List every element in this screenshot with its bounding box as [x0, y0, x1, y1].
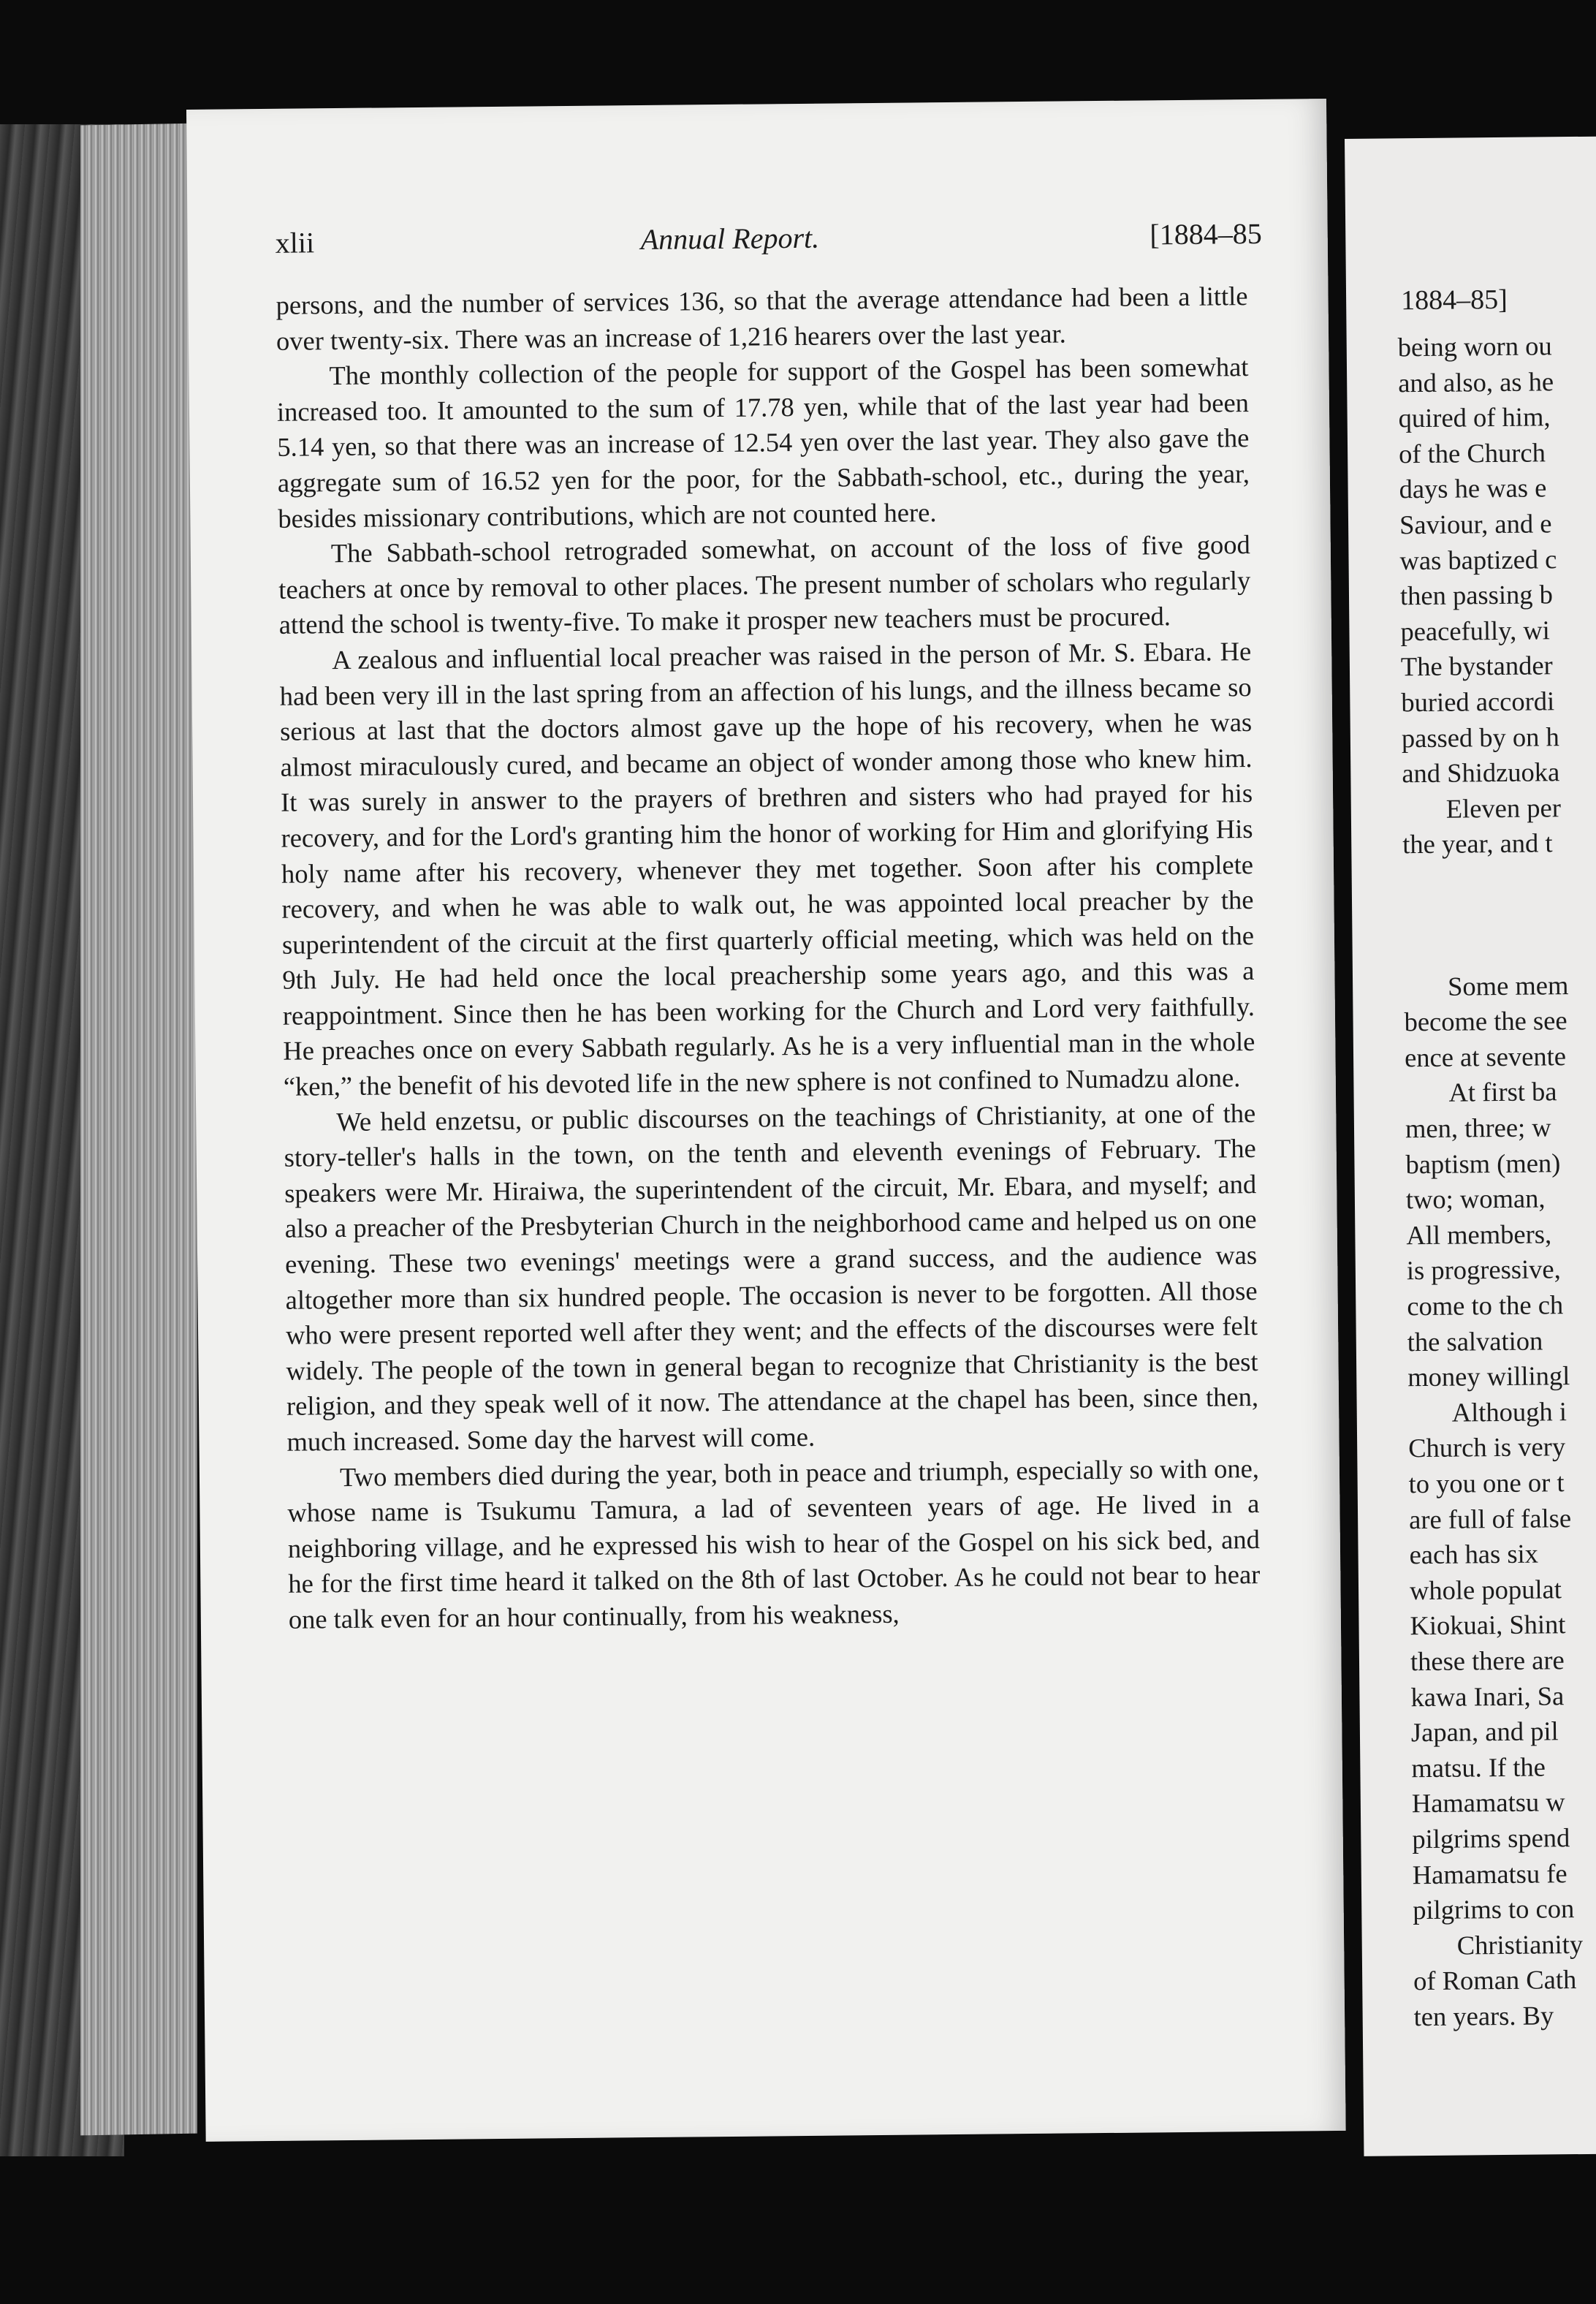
text-line: become the see — [1404, 1005, 1568, 1037]
page-number: xlii — [275, 226, 315, 259]
text-line: come to the ch — [1407, 1289, 1564, 1322]
text-line: and Shidzuoka — [1402, 757, 1560, 789]
paragraph: The Sabbath-school retrograded somewhat, on account of the loss of five good teachers at once by removal to other places. The present number of scholars who regularly attend the school is twenty-five. To make it prosper new teachers must be procured. — [278, 529, 1251, 640]
text-line: being worn ou — [1397, 330, 1552, 363]
paragraph: Two members died during the year, both in peace and triumph, especially so with one, whose name is Tsukumu Tamura, a lad of seventeen years of age. He lived in a neighboring village, and he expressed his wish to hear of the Gospel on his sick bed, and he for the first time heard it talked on the 8th of last October. As he could not bear to hear one talk even for an hour continually, from his weakness, — [287, 1452, 1261, 1634]
text-line: the year, and t — [1402, 827, 1553, 860]
right-page-header: 1884–85] — [1400, 284, 1508, 317]
section-gap — [1403, 858, 1596, 969]
text-line: quired of him, — [1398, 401, 1551, 433]
text-line: is progressive, — [1406, 1254, 1561, 1286]
paragraph: persons, and the number of services 136, so that the average attendance had been a little over twenty-six. There was an increase of 1,216 hearers over the last year. — [276, 281, 1248, 356]
text-line: Some mem — [1447, 969, 1569, 1001]
text-line: men, three; w — [1405, 1112, 1551, 1144]
text-line: pilgrims spend — [1412, 1822, 1570, 1854]
text-line: then passing b — [1399, 579, 1554, 611]
text-line: the salvation — [1407, 1325, 1543, 1357]
running-title: Annual Report. — [640, 221, 820, 257]
right-page — [1345, 137, 1596, 2156]
text-line: are full of false — [1408, 1502, 1572, 1534]
body-text — [276, 278, 1261, 1637]
text-line: peacefully, wi — [1400, 615, 1551, 647]
text-line: Japan, and pil — [1410, 1716, 1559, 1748]
text-line: Eleven per — [1445, 792, 1562, 824]
text-line: pilgrims to con — [1413, 1893, 1575, 1925]
text-line: Although i — [1451, 1395, 1568, 1428]
text-line: two; woman, — [1405, 1183, 1546, 1215]
page-stack-edge — [80, 124, 197, 2136]
left-page — [186, 99, 1346, 2142]
header-year: [1884–85 — [1150, 216, 1262, 251]
paragraph: The monthly collection of the people for support of the Gospel has been somewhat increased too. It amounted to the sum of 17.78 yen, while that of the last year had been 5.14 yen, so that there was an increase of 12.54 yen over the last year. They also gave the aggregate sum of 16.52 yen for the poor, for the Sabbath-school, etc., during the year, besides missionary contributions, which are not counted here. — [276, 352, 1250, 534]
text-line: Church is very — [1408, 1431, 1566, 1463]
text-line: All members, — [1406, 1219, 1552, 1251]
text-line: each has six — [1409, 1538, 1539, 1570]
left-page-header — [276, 216, 1263, 270]
text-line: The bystander — [1400, 650, 1553, 682]
text-line: these there are — [1410, 1645, 1565, 1677]
text-line: Hamamatsu w — [1411, 1786, 1565, 1819]
text-line: buried accordi — [1401, 686, 1555, 718]
text-line: and also, as he — [1398, 365, 1554, 398]
text-line: At first ba — [1448, 1076, 1557, 1108]
text-line: whole populat — [1409, 1574, 1562, 1606]
text-line: of Roman Cath — [1413, 1964, 1577, 1996]
text-line: Christianity — [1456, 1928, 1584, 1960]
text-line: matsu. If the — [1411, 1751, 1546, 1783]
text-line: was baptized c — [1399, 543, 1557, 575]
paragraph: We held enzetsu, or public discourses on the teachings of Christianity, at one of the story-teller's halls in the town, on the tenth and eleventh evenings of February. The speakers were Mr. Hiraiwa, the superintendent of the circuit, Mr. Ebara, and myself; and also a preacher of the Presbyterian Church in the neighborhood came and helped us on one evening. These two evenings' meetings were a grand success, and the audience was altogether more than six hundred people. The occasion is never to be forgotten. All those who were present reported well after they went; and the effects of the discourses were felt widely. The people of the town in general began to recognize that Christianity is the best religion, and they speak well of it now. The attendance at the chapel has been, since then, much increased. Some day the harvest will come. — [284, 1097, 1259, 1457]
text-line: money willingl — [1407, 1360, 1570, 1392]
text-line: passed by on h — [1401, 721, 1559, 753]
text-line: kawa Inari, Sa — [1410, 1680, 1565, 1712]
text-line: ence at sevente — [1404, 1041, 1567, 1073]
paragraph: A zealous and influential local preacher was raised in the person of Mr. S. Ebara. He had been very ill in the last spring from an affection of his lungs, and the illness became so serious at last that the doctors almost gave up the hope of his recovery, when he was almost miraculously cured, and became an object of wonder among those who knew him. It was surely in answer to the prayers of brethren and sisters who had prayed for his recovery, and for the Lord's granting him the honor of working for Him and glorifying His holy name after his recovery, whenever they met together. Soon after his complete recovery, and when he was able to walk out, he was appointed local preacher by the superintendent of the circuit at the first quarterly official meeting, which was held on the 9th July. He had held once the local preachership some years ago, and this was a reappointment. Since then he has been working for the Church and Lord very faithfully. He preaches once on every Sabbath regularly. As he is a very influential man in the whole “ken,” the benefit of his devoted life in the new sphere is not confined to Numadzu alone. — [279, 635, 1255, 1102]
text-line: to you one or t — [1408, 1467, 1565, 1499]
text-line: Kiokuai, Shint — [1410, 1609, 1566, 1641]
right-page-text — [1398, 326, 1596, 2035]
text-line: ten years. By — [1413, 2000, 1554, 2032]
text-line: of the Church — [1398, 437, 1546, 469]
text-line: Saviour, and e — [1399, 508, 1552, 540]
text-line: Hamamatsu fe — [1412, 1857, 1568, 1890]
text-line: baptism (men) — [1405, 1147, 1561, 1179]
text-line: days he was e — [1399, 472, 1547, 504]
